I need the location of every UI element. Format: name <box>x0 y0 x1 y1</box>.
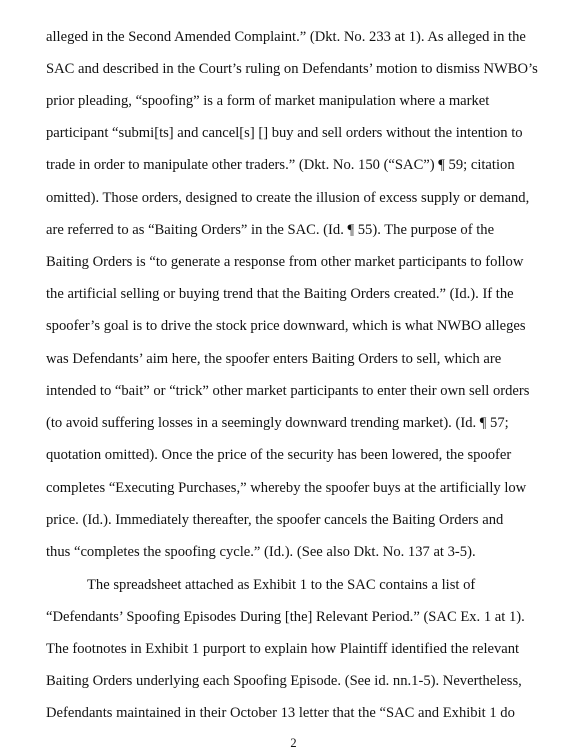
text-line: alleged in the Second Amended Complaint.” (Dkt. No. 233 at 1). As alleged in the <box>46 29 526 45</box>
text-line: The footnotes in Exhibit 1 purport to explain how Plaintiff identified the relevant <box>46 641 520 657</box>
paragraph-first-line: The spreadsheet attached as Exhibit 1 to the SAC contains a list of <box>87 577 476 593</box>
text-line: trade in order to manipulate other traders.” (Dkt. No. 150 (“SAC”) ¶ 59; citation <box>46 157 515 173</box>
text-line: spoofer’s goal is to drive the stock price downward, which is what NWBO alleges <box>46 318 526 334</box>
text-line: SAC and described in the Court’s ruling on Defendants’ motion to dismiss NWBO’s <box>46 61 538 77</box>
text-line: Defendants maintained in their October 13 letter that the “SAC and Exhibit 1 do <box>46 705 515 721</box>
text-line: thus “completes the spoofing cycle.” (Id.). (See also Dkt. No. 137 at 3-5). <box>46 544 476 560</box>
text-line: participant “submi[ts] and cancel[s] [] buy and sell orders without the intention to <box>46 125 523 141</box>
text-line: completes “Executing Purchases,” whereby the spoofer buys at the artificially low <box>46 480 527 496</box>
text-line: intended to “bait” or “trick” other market participants to enter their own sell orders <box>46 383 530 399</box>
text-line: “Defendants’ Spoofing Episodes During [the] Relevant Period.” (SAC Ex. 1 at 1). <box>46 609 525 625</box>
text-line: the artificial selling or buying trend that the Baiting Orders created.” (Id.). If the <box>46 286 514 302</box>
text-line: was Defendants’ aim here, the spoofer enters Baiting Orders to sell, which are <box>46 351 502 367</box>
text-line: Baiting Orders is “to generate a response from other market participants to follow <box>46 254 524 270</box>
text-line: quotation omitted). Once the price of the security has been lowered, the spoofer <box>46 447 512 463</box>
text-line: prior pleading, “spoofing” is a form of market manipulation where a market <box>46 93 490 109</box>
page-number: 2 <box>290 736 297 750</box>
text-line: are referred to as “Baiting Orders” in the SAC. (Id. ¶ 55). The purpose of the <box>46 222 495 238</box>
text-line: Baiting Orders underlying each Spoofing Episode. (See id. nn.1-5). Nevertheless, <box>46 673 522 689</box>
text-line: price. (Id.). Immediately thereafter, the spoofer cancels the Baiting Orders and <box>46 512 504 528</box>
text-line: omitted). Those orders, designed to create the illusion of excess supply or demand, <box>46 190 530 206</box>
text-line: (to avoid suffering losses in a seemingly downward trending market). (Id. ¶ 57; <box>46 415 509 431</box>
